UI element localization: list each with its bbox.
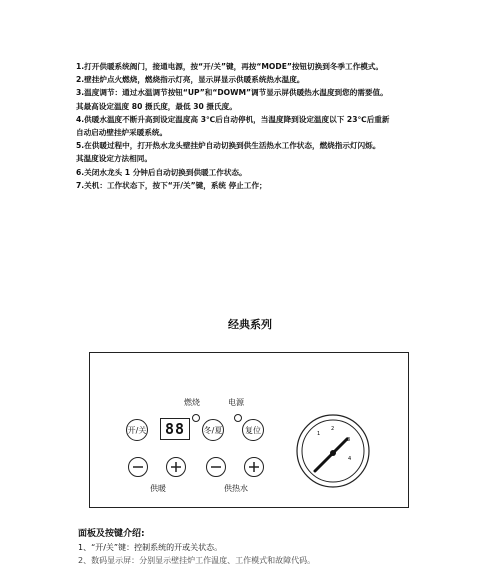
hotwater-up-button[interactable]: [244, 457, 264, 477]
description-item: 1、“开/关”键：控制系统的开或关状态。: [78, 543, 223, 552]
instruction-line: 其最高设定温度 80 摄氏度，最低 30 摄氏度。: [76, 101, 237, 111]
description-item: 2、数码显示屏：分别显示壁挂炉工作温度、工作模式和故障代码。: [78, 556, 316, 565]
instruction-line: 5.在供暖过程中，打开热水龙头壁挂炉自动切换到供生活热水工作状态，燃烧指示灯闪烁。: [76, 141, 381, 151]
instruction-line: 6.关闭水龙头 1 分钟后自动切换到供暖工作状态。: [76, 167, 247, 177]
burn-indicator-light: [192, 414, 200, 422]
instruction-line: 1.打开供暖系统阀门，接通电源，按“开/关”键，再按“MODE”按钮切换到冬季工作模式。: [76, 62, 383, 71]
season-button[interactable]: 冬/夏: [202, 419, 224, 441]
display-digits: 88: [164, 420, 186, 438]
control-panel-diagram: [89, 352, 409, 508]
instruction-line: 自动启动壁挂炉采暖系统。: [76, 128, 168, 138]
heating-label: 供暖: [150, 484, 166, 493]
heating-down-button[interactable]: [128, 457, 148, 477]
instruction-line: 7.关机：工作状态下，按下“开/关”键，系统 停止工作；: [76, 180, 267, 190]
section-title: 经典系列: [228, 318, 272, 331]
minus-icon: [129, 458, 147, 476]
digital-display: [160, 418, 190, 440]
power-indicator-light: [234, 414, 242, 422]
panel-description-title: 面板及按键介绍:: [78, 529, 145, 539]
hotwater-label: 供热水: [224, 484, 248, 493]
gauge-tick-label: 3: [347, 437, 351, 443]
instruction-line: 其温度设定方法相同。: [76, 154, 152, 164]
instruction-line: 2.壁挂炉点火燃烧，燃烧指示灯亮，显示屏显示供暖系统热水温度。: [76, 75, 305, 85]
plus-icon: [167, 458, 185, 476]
onoff-button[interactable]: 开/关: [126, 419, 148, 441]
gauge-tick-label: 4: [348, 456, 352, 462]
instruction-line: 3.温度调节：通过水温调节按钮“UP”和“DOWM”调节显示屏供暖热水温度到您的需要值。: [76, 88, 388, 98]
reset-button[interactable]: 复位: [242, 419, 264, 441]
hotwater-down-button[interactable]: [206, 457, 226, 477]
instructions-list: [76, 60, 436, 192]
pressure-gauge-icon: [295, 413, 371, 489]
plus-icon: [245, 458, 263, 476]
gauge-tick-label: 1: [317, 431, 321, 437]
power-indicator-label: 电源: [228, 398, 244, 407]
minus-icon: [207, 458, 225, 476]
gauge-tick-label: 2: [331, 426, 335, 432]
burn-indicator-label: 燃烧: [184, 398, 200, 407]
heating-up-button[interactable]: [166, 457, 186, 477]
instruction-line: 4.供暖水温度不断升高到设定温度高 3℃后自动停机，当温度降到设定温度以下 23℃后重新: [76, 114, 390, 124]
panel-description: [78, 528, 478, 565]
